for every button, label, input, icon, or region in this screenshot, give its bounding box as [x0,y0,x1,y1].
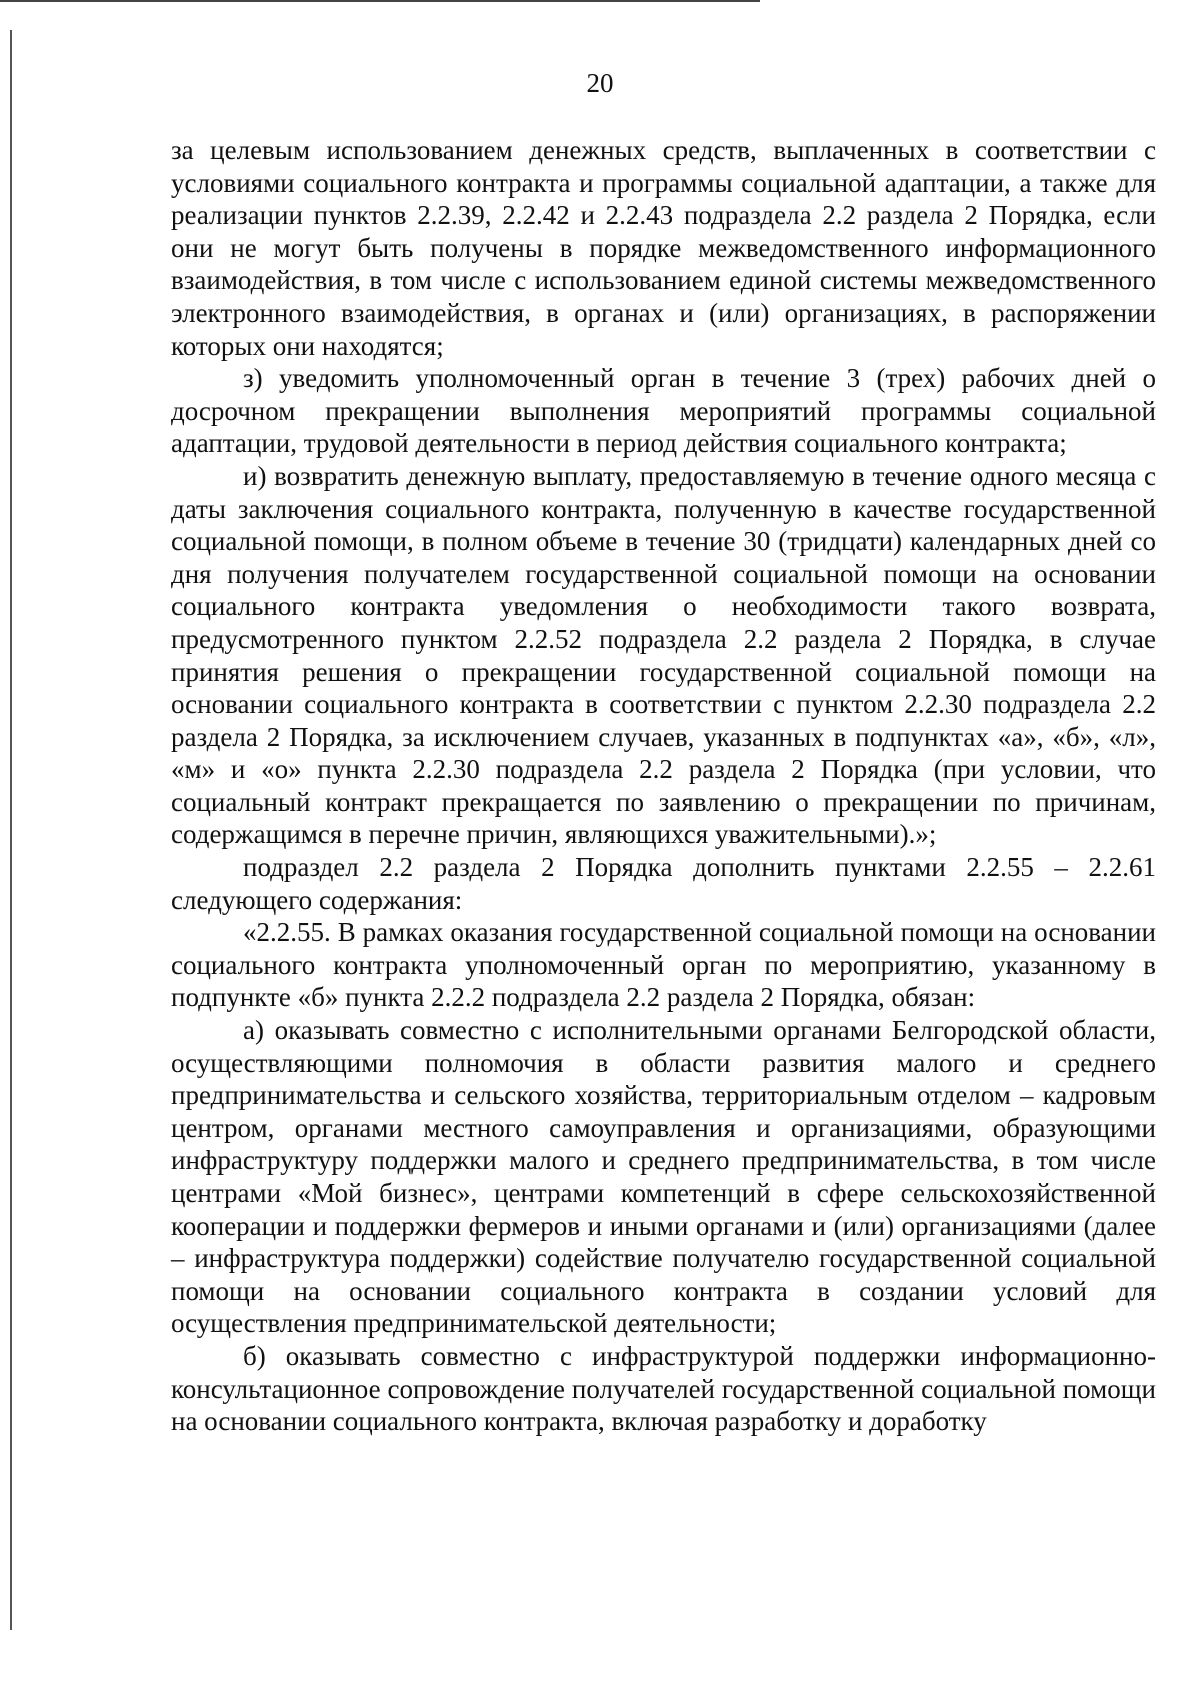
paragraph-2-2-55: «2.2.55. В рамках оказания государственной социальной помощи на основании социального контракта уполномоченный орган по мероприятию, указанному в подпункте «б» пункта 2.2.2 подраздела 2.2 раздела 2 Порядка, обязан: [171,917,1156,1013]
scan-left-edge [10,30,12,1630]
paragraph-subsection-amendment: подраздел 2.2 раздела 2 Порядка дополнить пунктами 2.2.55 – 2.2.61 следующего содержания: [171,852,1156,915]
page-number: 20 [586,68,614,98]
paragraph-continuation: за целевым использованием денежных средств, выплаченных в соответствии с условиями социального контракта и программы социальной адаптации, а также для реализации пунктов 2.2.39, 2.2.42 и 2.2.43 подраздела 2.2 раздела 2 Порядка, если они не могут быть получены в порядке межведомственного информационного взаимодействия, в том числе с использованием единой системы межведомственного электронного взаимодействия, в органах и (или) организациях, в распоряжении которых они находятся; [171,135,1156,361]
document-body [171,134,1156,1438]
paragraph-item-b: б) оказывать совместно с инфраструктурой поддержки информационно-консультационное сопровождение получателей государственной социальной помощи на основании социального контракта, включая разработку и доработку [171,1340,1156,1437]
paragraph-item-a: а) оказывать совместно с исполнительными органами Белгородской области, осуществляющими полномочия в области развития малого и среднего предпринимательства и сельского хозяйства, территориальным отделом – кадровым центром, органами местного самоуправления и организациями, образующими инфраструктуру поддержки малого и среднего предпринимательства, в том числе центрами «Мой бизнес», центрами компетенций в сфере сельскохозяйственной кооперации и поддержки фермеров и иными органами и (или) организациями (далее – инфраструктура поддержки) содействие получателю государственной социальной помощи на основании социального контракта в создании условий для осуществления предпринимательской деятельности; [171,1015,1156,1339]
paragraph-item-i: и) возвратить денежную выплату, предоставляемую в течение одного месяца с даты заключения социального контракта, полученную в качестве государственной социальной помощи, в полном объеме в течение 30 (тридцати) календарных дней со дня получения получателем государственной социальной помощи на основании социального контракта уведомления о необходимости такого возврата, предусмотренного пунктом 2.2.52 подраздела 2.2 раздела 2 Порядка, в случае принятия решения о прекращении государственной социальной помощи на основании социального контракта в соответствии с пунктом 2.2.30 подраздела 2.2 раздела 2 Порядка, за исключением случаев, указанных в подпунктах «а», «б», «л», «м» и «о» пункта 2.2.30 подраздела 2.2 раздела 2 Порядка (при условии, что социальный контракт прекращается по заявлению о прекращении по причинам, содержащимся в перечне причин, являющихся уважительными).»; [171,460,1156,850]
paragraph-item-z: з) уведомить уполномоченный орган в течение 3 (трех) рабочих дней о досрочном прекращении выполнения мероприятий программы социальной адаптации, трудовой деятельности в период действия социального контракта; [171,363,1156,459]
scan-top-edge [0,0,760,2]
